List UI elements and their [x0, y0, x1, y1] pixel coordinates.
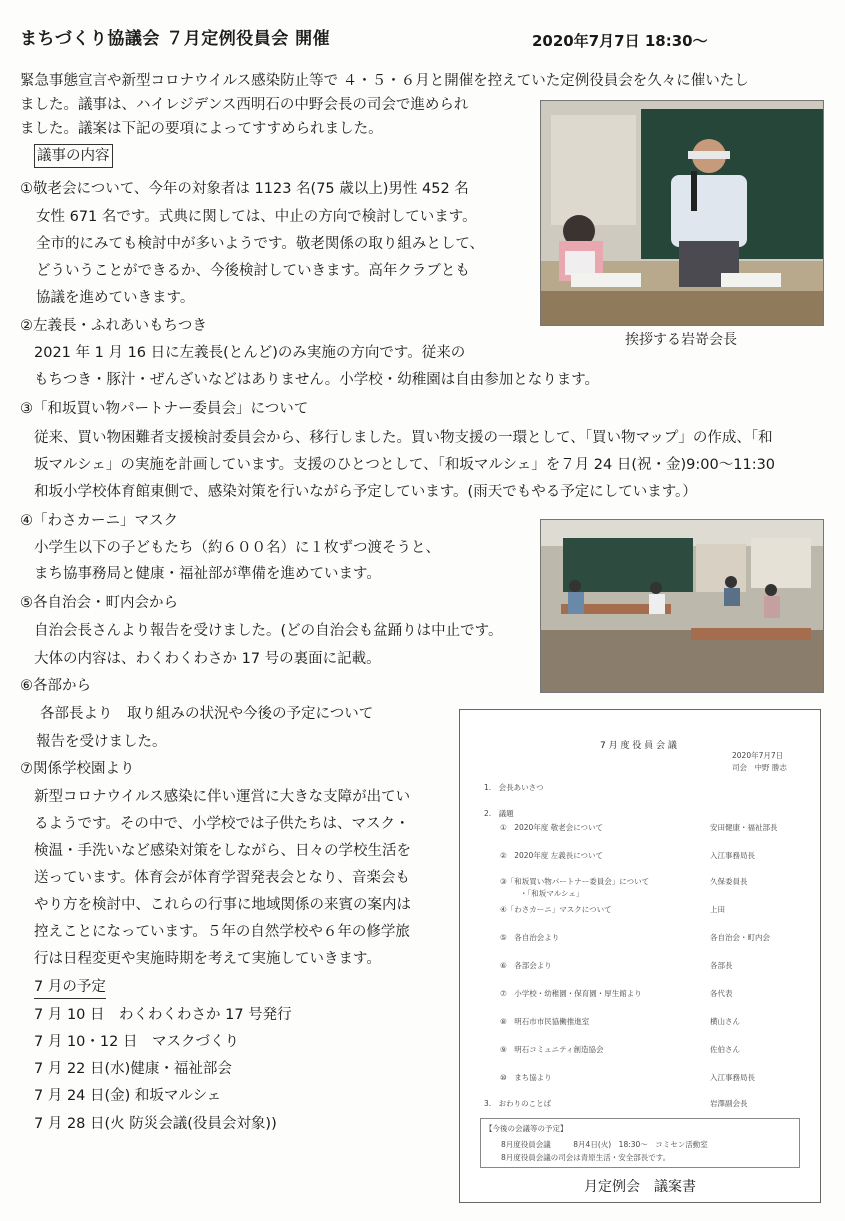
doc-title: 7 月 度 役 員 会 議 [600, 741, 677, 751]
doc-row-label: ③「和坂買い物パートナー委員会」について [500, 877, 650, 886]
chairman-photo [540, 100, 824, 326]
doc-row-label: ⑤ 各自治会より [500, 933, 560, 942]
item-1-line: 女性 671 名です。式典に関しては、中止の方向で検討しています。 [36, 209, 477, 225]
doc-row-who: 佐伯さん [710, 1045, 740, 1054]
doc-row-who: 各自治会・町内会 [710, 933, 770, 942]
item-4-line: ④「わさカーニ」マスク [20, 513, 178, 529]
doc-next-heading: 【今後の会議等の予定】 [485, 1124, 568, 1133]
doc-row-who: 安田健康・福祉部長 [710, 823, 778, 832]
doc-row-label: ④「わさカーニ」マスクについて [500, 905, 612, 914]
item-7-line: 新型コロナウイルス感染に伴い運営に大きな支障が出てい [34, 789, 411, 805]
doc-row-label: 3. おわりのことば [484, 1099, 552, 1108]
item-6-line: 報告を受けました。 [36, 734, 167, 750]
doc-row-label: ⑨ 明石コミュニティ創造協会 [500, 1045, 604, 1054]
item-1-line: ①敬老会について、今年の対象者は 1123 名(75 歳以上)男性 452 名 [20, 181, 469, 197]
item-6-line: ⑥各部から [20, 678, 91, 694]
doc-row-label: ⑥ 各部会より [500, 961, 552, 970]
item-1-line: 全市的にみても検討中が多いようです。敬老関係の取り組みとして、 [36, 236, 485, 252]
doc-row-label: ⑧ 明石市市民協働推進室 [500, 1017, 590, 1026]
item-5-line: 自治会長さんより報告を受けました。(どの自治会も盆踊りは中止です。 [34, 623, 503, 639]
item-3-line: 和坂小学校体育館東側で、感染対策を行いながら予定しています。(雨天でもやる予定にしています。） [34, 484, 697, 500]
doc-chair: 司会 中野 勝志 [732, 763, 787, 772]
item-6-line: 各部長より 取り組みの状況や今後の予定について [40, 706, 374, 722]
doc-next-note: 8月度役員会議の司会は青原生活・安全部長です。 [501, 1153, 671, 1162]
item-7-line: 控えことになっています。５年の自然学校や６年の修学旅 [34, 924, 410, 940]
doc-row-who: 岩澤副会長 [710, 1099, 748, 1108]
intro-line: ました。議事は、ハイレジデンス西明石の中野会長の司会で進められ [20, 97, 469, 113]
schedule-item: 7 月 10・12 日 マスクづくり [34, 1034, 239, 1050]
schedule-item: 7 月 10 日 わくわくわさか 17 号発行 [34, 1007, 292, 1023]
intro-line: ました。議案は下記の要項によってすすめられました。 [20, 121, 383, 137]
item-4-line: 小学生以下の子どもたち（約６００名）に１枚ずつ渡そうと、 [34, 540, 440, 556]
agenda-document-caption: 月定例会 議案書 [584, 1179, 696, 1195]
item-3-line: ③「和坂買い物パートナー委員会」について [20, 401, 309, 417]
doc-row-who: 各部長 [710, 961, 733, 970]
doc-row-who: 久保委員長 [710, 877, 748, 886]
doc-row-label: 2. 議題 [484, 809, 514, 818]
doc-row-who: 入江事務局長 [710, 1073, 755, 1082]
item-2-line: ②左義長・ふれあいもちつき [20, 318, 207, 334]
item-5-line: ⑤各自治会・町内会から [20, 595, 178, 611]
doc-row-who: 入江事務局長 [710, 851, 755, 860]
item-5-line: 大体の内容は、わくわくわさか 17 号の裏面に記載。 [34, 651, 381, 667]
agenda-heading: 議事の内容 [34, 144, 113, 168]
item-2-line: 2021 年 1 月 16 日に左義長(とんど)のみ実施の方向です。従来の [34, 345, 466, 361]
item-3-line: 坂マルシェ」の実施を計画しています。支援のひとつとして、「和坂マルシェ」を７月 24 日(祝・金)9:00～11:30 [34, 457, 776, 473]
agenda-document [459, 709, 821, 1203]
doc-next-box [480, 1118, 800, 1168]
item-2-line: もちつき・豚汁・ぜんざいなどはありません。小学校・幼稚園は自由参加となります。 [34, 372, 600, 388]
schedule-heading: 7 月の予定 [34, 976, 106, 999]
doc-row-label: 1. 会長あいさつ [484, 783, 544, 792]
item-7-line: 送っています。体育会が体育学習発表会となり、音楽会も [34, 870, 410, 886]
item-7-line: 行は日程変更や実施時期を考えて実施していきます。 [34, 951, 381, 967]
doc-row-label: ⑦ 小学校・幼稚園・保育園・厚生館より [500, 989, 642, 998]
item-1-line: 協議を進めていきます。 [36, 290, 195, 306]
item-3-line: 従来、買い物困難者支援検討委員会から、移行しました。買い物支援の一環として、「買い物マップ」の作成、「和 [34, 430, 773, 446]
doc-row-who: 上田 [710, 905, 725, 914]
item-7-line: やり方を検討中、これらの行事に地域関係の来賓の案内は [34, 897, 411, 913]
item-7-line: るようです。その中で、小学校では子供たちは、マスク・ [34, 816, 410, 832]
item-1-line: どういうことができるか、今後検討していきます。高年クラブとも [36, 263, 470, 279]
item-7-line: ⑦関係学校園より [20, 761, 135, 777]
chairman-photo-caption: 挨拶する岩嵜会長 [625, 332, 737, 348]
doc-row-label: ① 2020年度 敬老会について [500, 823, 604, 832]
schedule-item: 7 月 22 日(水)健康・福祉部会 [34, 1061, 232, 1077]
item-7-line: 検温・手洗いなど感染対策をしながら、日々の学校生活を [34, 843, 411, 859]
doc-row-label: ⑩ まち協より [500, 1073, 552, 1082]
doc-row-who: 各代表 [710, 989, 733, 998]
intro-line: 緊急事態宣言や新型コロナウイルス感染防止等で ４・５・６月と開催を控えていた定例役員会を久々に催いたし [20, 73, 749, 89]
doc-row-label: ・「和坂マルシェ」 [520, 889, 584, 898]
doc-date: 2020年7月7日 [732, 751, 784, 760]
meeting-date: 2020年7月7日 18:30～ [532, 32, 708, 50]
doc-row-label: ② 2020年度 左義長について [500, 851, 604, 860]
doc-row-who: 横山さん [710, 1017, 740, 1026]
doc-next-row: 8月度役員会議 8月4日(火) 18:30～ コミセン活動室 [501, 1140, 708, 1149]
item-4-line: まち協事務局と健康・福祉部が準備を進めています。 [34, 566, 381, 582]
schedule-item: 7 月 28 日(火 防災会議(役員会対象)) [34, 1116, 277, 1132]
meeting-room-photo [540, 519, 824, 693]
schedule-item: 7 月 24 日(金) 和坂マルシェ [34, 1088, 222, 1104]
page-title: まちづくり協議会 ７月定例役員会 開催 [20, 29, 331, 49]
